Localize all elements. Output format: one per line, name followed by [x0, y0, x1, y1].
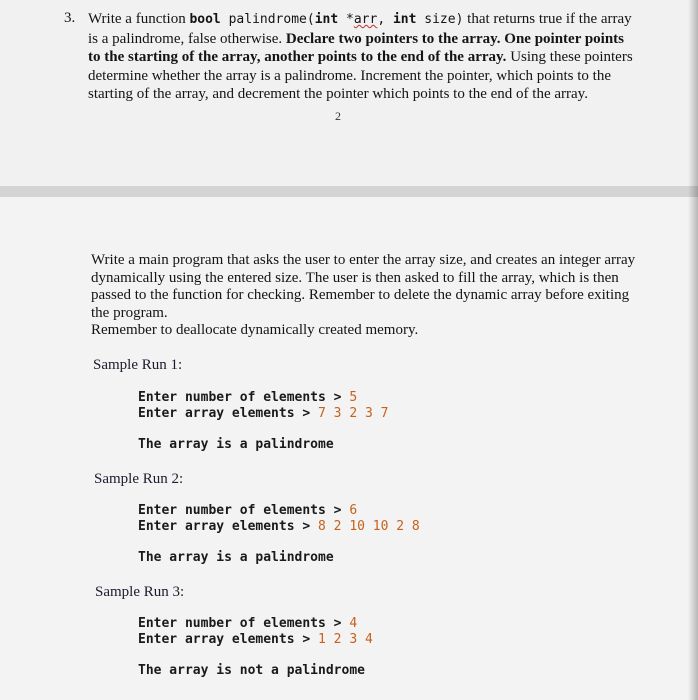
sample-1-prompt-1: Enter number of elements > — [138, 390, 350, 405]
sample-3-prompt-1: Enter number of elements > — [138, 616, 350, 631]
sample-1-prompt-2: Enter array elements > — [138, 406, 319, 421]
sample-2-line-1 — [138, 503, 357, 518]
sample-2-prompt-2: Enter array elements > — [138, 519, 319, 534]
code-star: * — [338, 12, 354, 27]
code-size: size) — [416, 12, 464, 27]
sample-2-result: The array is a palindrome — [138, 550, 334, 565]
question-number: 3. — [64, 10, 76, 26]
main-program-paragraph — [91, 252, 636, 340]
sample-run-2-label: Sample Run 2: — [94, 471, 184, 487]
sample-3-result: The array is not a palindrome — [138, 663, 365, 678]
sample-2-input-2: 8 2 10 10 2 8 — [318, 519, 420, 534]
sample-run-3-label: Sample Run 3: — [95, 584, 185, 600]
code-int-1: int — [314, 12, 339, 27]
sample-run-1-label: Sample Run 1: — [93, 357, 183, 373]
question-bold-text: Declare two pointers to the array. One pointer points to the starting of the array, another points to the end of the array. — [88, 30, 625, 66]
sample-1-input-1: 5 — [349, 390, 358, 405]
sample-3-line-2 — [138, 632, 373, 647]
sample-1-line-1 — [138, 390, 357, 405]
code-arr: arr — [353, 12, 378, 27]
sample-1-result: The array is a palindrome — [138, 437, 334, 452]
code-function-name: palindrome( — [220, 12, 315, 27]
sample-3-input-1: 4 — [349, 616, 358, 631]
sample-1-input-2: 7 3 2 3 7 — [318, 406, 389, 421]
sample-2-line-2 — [138, 519, 420, 534]
sample-3-prompt-2: Enter array elements > — [138, 632, 319, 647]
photo-edge-shadow — [688, 0, 698, 700]
main-program-text: Write a main program that asks the user to enter the array size, and creates an integer array dynamically using the entered size. The user is then asked to fill the array, which is then passed to the function for checking. Remember to delete the dynamic array before exiting the program. — [91, 252, 636, 321]
page-number: 2 — [335, 109, 341, 123]
question-text-3: Using these pointers determine whether the array is a palindrome. Increment the pointer, which points to the starting of the array, and decrement the pointer which points to the end of the array. — [88, 49, 633, 103]
question-text-2: that returns true if the array is a palindrome, false otherwise. — [88, 11, 632, 47]
sample-2-input-1: 6 — [349, 503, 358, 518]
code-comma: , — [377, 12, 393, 27]
sample-1-line-2 — [138, 406, 388, 421]
page-separator — [0, 186, 698, 197]
code-bool: bool — [189, 12, 221, 27]
main-program-reminder: Remember to deallocate dynamically created memory. — [91, 322, 419, 339]
question-text — [88, 10, 638, 104]
sample-3-line-1 — [138, 616, 357, 631]
question-text-1: Write a function — [88, 11, 190, 27]
code-int-2: int — [392, 12, 417, 27]
sample-2-prompt-1: Enter number of elements > — [138, 503, 350, 518]
sample-3-input-2: 1 2 3 4 — [318, 632, 373, 647]
